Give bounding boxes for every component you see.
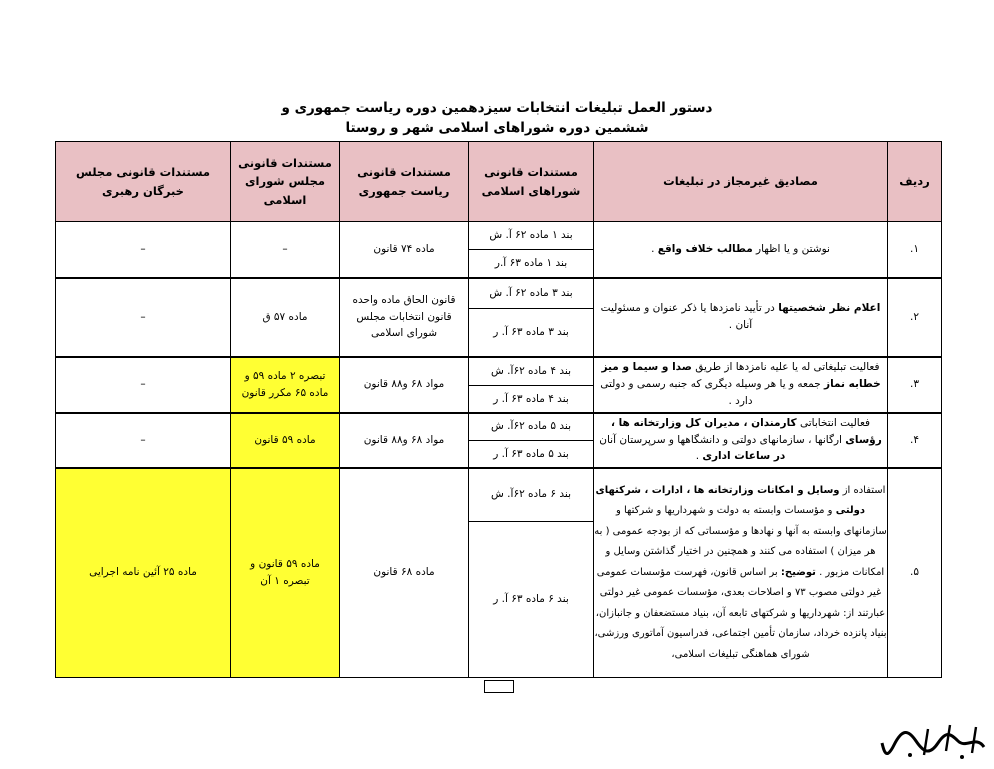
majlis-cell: ماده ۵۹ قانون (231, 413, 340, 468)
shora-cell (469, 468, 594, 678)
header-shoraha: مستندات قانونی شوراهای اسلامی (469, 142, 594, 222)
majlis-cell: – (231, 222, 340, 278)
row-number: ۲. (888, 278, 942, 357)
shora-ref-a: بند ۴ ماده ۶۲آ. ش (469, 358, 593, 386)
shora-ref-b: بند ۴ ماده ۶۳ آ. ر (493, 392, 569, 405)
riasat-cell: قانون الحاق ماده واحده قانون انتخابات مجلس شورای اسلامی (340, 278, 469, 357)
khobregan-cell: – (56, 278, 231, 357)
shora-ref-a: بند ۳ ماده ۶۲ آ. ش (469, 279, 593, 309)
regulations-table (55, 141, 942, 678)
table-row (56, 413, 942, 468)
page-marker (484, 680, 514, 693)
table-row (56, 222, 942, 278)
majlis-cell: ماده ۵۹ قانون و تبصره ۱ آن (231, 468, 340, 678)
header-majlis: مستندات قانونی مجلس شورای اسلامی (231, 142, 340, 222)
header-desc: مصادیق غیرمجاز در تبلیغات (594, 142, 888, 222)
riasat-cell: مواد ۶۸ و۸۸ قانون (340, 357, 469, 413)
shora-ref-a: بند ۵ ماده ۶۲آ. ش (469, 414, 593, 442)
shora-cell (469, 278, 594, 357)
header-riasat: مستندات قانونی ریاست جمهوری (340, 142, 469, 222)
khobregan-cell: ماده ۲۵ آئین نامه اجرایی (56, 468, 231, 678)
row-description: فعالیت انتخاباتی کارمندان ، مدیران کل وزارتخانه ها ، رؤسای ارگانها ، سازمانهای دولتی و دانشگاهها و سرپرستان آنان در ساعات اداری . (594, 413, 888, 468)
riasat-cell: مواد ۶۸ و۸۸ قانون (340, 413, 469, 468)
khobregan-cell: – (56, 222, 231, 278)
table-row (56, 468, 942, 678)
khobregan-cell: – (56, 357, 231, 413)
row-description: فعالیت تبلیغاتی له یا علیه نامزدها از طریق صدا و سیما و میز خطابه نماز جمعه و یا هر وسیله دیگری که جنبه رسمی و دولتی دارد . (594, 357, 888, 413)
row-number: ۱. (888, 222, 942, 278)
row-description: نوشتن و یا اظهار مطالب خلاف واقع . (594, 222, 888, 278)
majlis-cell: تبصره ۲ ماده ۵۹ و ماده ۶۵ مکرر قانون (231, 357, 340, 413)
shora-ref-b: بند ۶ ماده ۶۳ آ. ر (493, 593, 569, 606)
row-description: استفاده از وسایل و امکانات وزارتخانه ها ، ادارات ، شرکتهای دولتی و مؤسسات وابسته به دولت و شهرداریها و شرکتها و سازمانهای وابسته به آنها و نهادها و مؤسساتی که از بودجه عمومی ( به هر میزان ) استفاده می کنند و همچنین در اختیار گذاشتن وسایل و امکانات مزبور . توضیح: بر اساس قانون، فهرست مؤسسات عمومی غیر دولتی مصوب ۷۳ و اصلاحات بعدی، مؤسسات عمومی غیر دولتی عبارتند از: شهرداریها و شرکتهای تابعه آن، بنیاد مستضعفان و جانبازان، بنیاد پانزده خرداد، سازمان تأمین اجتماعی، فدراسیون آماتوری ورزشی، شورای هماهنگی تبلیغات اسلامی، (594, 468, 888, 678)
logo-calligraphy-icon (880, 717, 990, 763)
document-title-line1: دستور العمل تبلیغات انتخابات سیزدهمین دوره ریاست جمهوری و (281, 100, 713, 116)
governorate-logo (880, 717, 990, 763)
shora-ref-b: بند ۵ ماده ۶۳ آ. ر (493, 447, 569, 460)
riasat-cell: ماده ۶۸ قانون (340, 468, 469, 678)
shora-cell (469, 413, 594, 468)
document-title-line2: ششمین دوره شوراهای اسلامی شهر و روستا (345, 120, 649, 136)
row-number: ۵. (888, 468, 942, 678)
header-radif: ردیف (888, 142, 942, 222)
row-number: ۴. (888, 413, 942, 468)
table-row (56, 357, 942, 413)
majlis-cell: ماده ۵۷ ق (231, 278, 340, 357)
table-header-row (56, 142, 942, 222)
riasat-cell: ماده ۷۴ قانون (340, 222, 469, 278)
shora-cell (469, 357, 594, 413)
khobregan-cell: – (56, 413, 231, 468)
row-description: اعلام نظر شخصیتها در تأیید نامزدها یا ذکر عنوان و مسئولیت آنان . (594, 278, 888, 357)
row-number: ۳. (888, 357, 942, 413)
shora-ref-b: بند ۳ ماده ۶۳ آ. ر (493, 326, 569, 339)
shora-ref-a: بند ۶ ماده ۶۲آ. ش (469, 469, 593, 522)
table-row (56, 278, 942, 357)
header-khobregan: مستندات قانونی مجلس خبرگان رهبری (56, 142, 231, 222)
shora-ref-a: بند ۱ ماده ۶۲ آ. ش (469, 222, 593, 250)
shora-ref-b: بند ۱ ماده ۶۳ آ.ر (494, 257, 568, 270)
shora-cell (469, 222, 594, 278)
